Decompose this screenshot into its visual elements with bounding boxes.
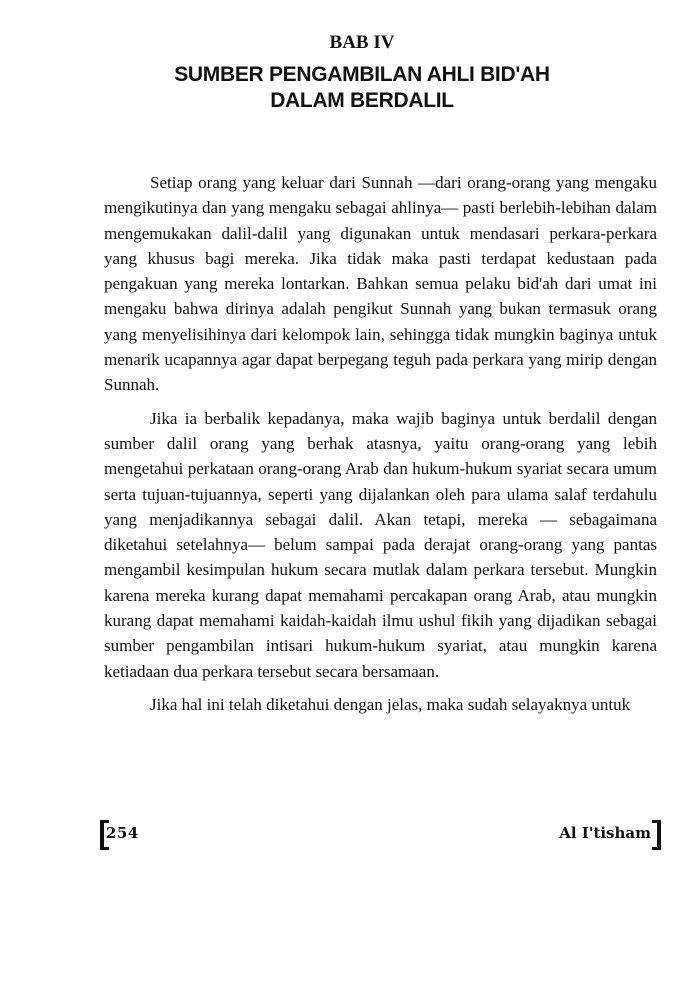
body-text — [104, 170, 657, 725]
paragraph: Jika ia berbalik kepadanya, maka wajib baginya untuk berdalil dengan sumber dalil orang yang berhak atasnya, yaitu orang-orang yang lebih mengetahui perkataan orang-orang Arab dan hukum-hukum syariat secara umum serta tujuan-tujuannya, seperti yang dijalankan oleh para ulama salaf terdahulu yang menjadikannya sebagai dalil. Akan tetapi, mereka — sebagaimana diketahui setelahnya— belum sampai pada derajat orang-orang yang pantas mengambil kesimpulan hukum secara mutlak dalam perkara tersebut. Mungkin karena mereka kurang dapat memahami percakapan orang Arab, atau mungkin kurang dapat memahami kaidah-kaidah ilmu ushul fikih yang dijadikan sebagai sumber pengambilan intisari hukum-hukum syariat, atau mungkin karena ketiadaan dua perkara tersebut secara bersamaan. — [104, 408, 657, 681]
chapter-title-line-1: SUMBER PENGAMBILAN AHLI BID'AH — [174, 63, 550, 86]
page-footer — [100, 818, 661, 848]
chapter-title-line-2: DALAM BERDALIL — [270, 89, 454, 112]
paragraph: Jika hal ini telah diketahui dengan jelas, maka sudah selayaknya untuk — [150, 694, 631, 714]
chapter-label: BAB IV — [329, 32, 395, 53]
book-title: Al I'tisham — [559, 824, 651, 842]
paragraph: Setiap orang yang keluar dari Sunnah —dari orang-orang yang mengaku mengikutinya dan yang mengaku sebagai ahlinya— pasti berlebih-lebihan dalam mengemukakan dalil-dalil yang digunakan untuk mendasari perkara-perkara yang khusus bagi mereka. Jika tidak maka pasti terdapat kedustaan pada pengakuan yang mereka lontarkan. Bahkan semua pelaku bid'ah dari umat ini mengaku bahwa dirinya adalah pengikut Sunnah yang bukan termasuk orang yang menyelisihinya dari kelompok lain, sehingga tidak mungkin baginya untuk menarik ucapannya agar dapat berpegang teguh pada perkara yang mirip dengan Sunnah. — [104, 173, 657, 395]
chapter-title — [0, 62, 674, 114]
right-bracket-ornament — [652, 820, 661, 850]
page-number: 254 — [106, 824, 139, 842]
